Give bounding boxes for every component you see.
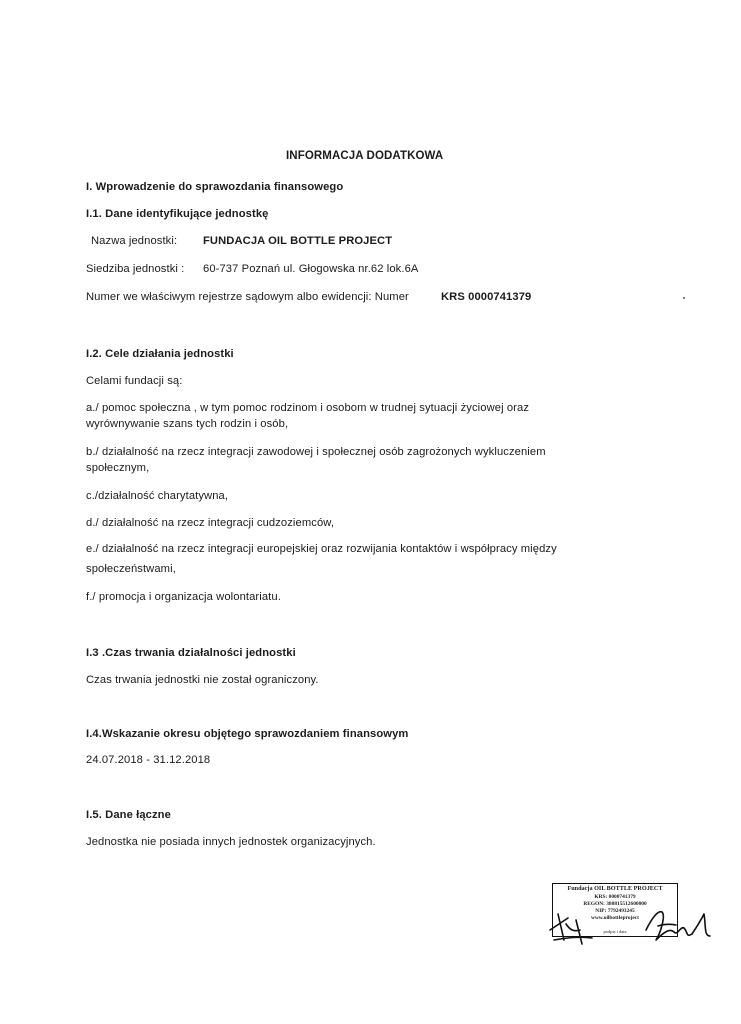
duration-text: Czas trwania jednostki nie został ograniczony. — [86, 674, 319, 686]
goal-b-line2: społecznym, — [86, 462, 150, 474]
seat-value: 60-737 Poznań ul. Głogowska nr.62 lok.6A — [203, 263, 419, 275]
seat-label: Siedziba jednostki : — [86, 263, 185, 275]
goal-e-line2: społeczeństwami, — [86, 563, 176, 575]
name-value: FUNDACJA OIL BOTTLE PROJECT — [203, 235, 393, 247]
section-1-3-heading: I.3 .Czas trwania działalności jednostki — [86, 647, 296, 659]
stamp-regon: REGON: 380815512600000 — [583, 901, 647, 907]
handwritten-signature — [546, 900, 716, 948]
goal-f: f./ promocja i organizacja wolontariatu. — [86, 591, 281, 603]
name-label: Nazwa jednostki: — [91, 235, 178, 247]
section-1-1-heading: I.1. Dane identyfikujące jednostkę — [86, 208, 269, 220]
stamp-web: www.oilbottleproject — [591, 915, 639, 921]
goals-intro: Celami fundacji są: — [86, 375, 183, 387]
stamp-org-name: Fundacja OIL BOTTLE PROJECT — [567, 885, 663, 892]
goal-d: d./ działalność na rzecz integracji cudzoziemców, — [86, 517, 335, 529]
section-1-2-heading: I.2. Cele działania jednostki — [86, 348, 234, 360]
scan-speck — [683, 297, 685, 299]
section-1-heading: I. Wprowadzenie do sprawozdania finansowego — [86, 181, 344, 193]
combined-data-text: Jednostka nie posiada innych jednostek organizacyjnych. — [86, 836, 376, 848]
document-title: INFORMACJA DODATKOWA — [286, 150, 444, 162]
goal-b-line1: b./ działalność na rzecz integracji zawodowej i społecznej osób zagrożonych wykluczeniem — [86, 446, 546, 458]
register-label: Numer we właściwym rejestrze sądowym albo ewidencji: Numer — [86, 291, 409, 303]
register-value: KRS 0000741379 — [441, 291, 532, 303]
section-1-5-heading: I.5. Dane łączne — [86, 809, 171, 821]
section-1-4-heading: I.4.Wskazanie okresu objętego sprawozdaniem finansowym — [86, 728, 409, 740]
stamp-nip: NIP: 7792493245 — [595, 908, 635, 914]
goal-c: c./działalność charytatywna, — [86, 490, 229, 502]
stamp-caption: podpis i data — [603, 929, 627, 934]
stamp-krs: KRS: 0000741379 — [594, 894, 636, 900]
period-text: 24.07.2018 - 31.12.2018 — [86, 754, 211, 766]
goal-e-line1: e./ działalność na rzecz integracji europejskiej oraz rozwijania kontaktów i współpracy między — [86, 543, 557, 555]
goal-a-line1: a./ pomoc społeczna , w tym pomoc rodzinom i osobom w trudnej sytuacji życiowej oraz — [86, 402, 530, 414]
goal-a-line2: wyrównywanie szans tych rodzin i osób, — [86, 418, 289, 430]
